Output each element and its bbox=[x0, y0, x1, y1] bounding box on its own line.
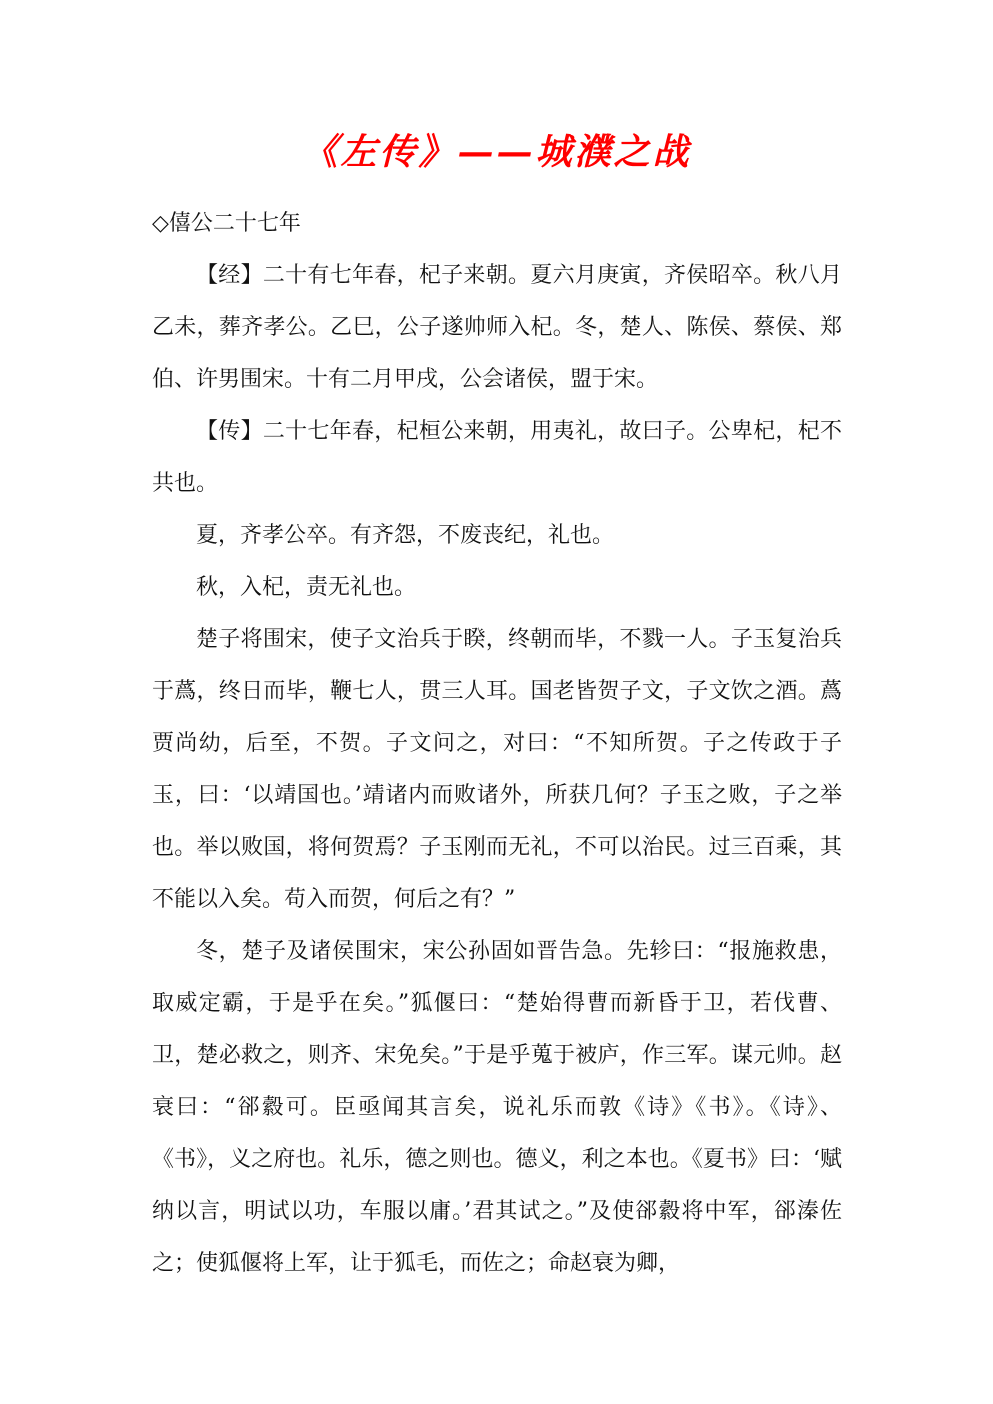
section-heading: ◇僖公二十七年 bbox=[152, 211, 301, 236]
document-title: 《左传》——城濮之战 bbox=[301, 131, 692, 173]
paragraph-autumn: 秋，入杞，责无礼也。 bbox=[196, 575, 417, 600]
document-body bbox=[152, 198, 842, 1290]
paragraph-jing: 【经】二十有七年春，杞子来朝。夏六月庚寅，齐侯昭卒。秋八月乙未，葬齐孝公。乙巳，公子遂帅师入杞。冬，楚人、陈侯、蔡侯、郑伯、许男围宋。十有二月甲戌，公会诸侯，盟于宋。 bbox=[152, 263, 842, 392]
paragraph-zhuan: 【传】二十七年春，杞桓公来朝，用夷礼，故曰子。公卑杞，杞不共也。 bbox=[152, 419, 842, 496]
paragraph-chu-siege-prep: 楚子将围宋，使子文治兵于睽，终朝而毕，不戮一人。子玉复治兵于蔿，终日而毕，鞭七人，贯三人耳。国老皆贺子文，子文饮之酒。蔿贾尚幼，后至，不贺。子文问之，对曰：“不知所贺。子之传政于子玉，曰：‘以靖国也。’靖诸内而败诸外，所获几何？子玉之败，子之举也。举以败国，将何贺焉？子玉刚而无礼，不可以治民。过三百乘，其不能以入矣。苟入而贺，何后之有？” bbox=[152, 627, 842, 912]
paragraph-winter: 冬，楚子及诸侯围宋，宋公孙固如晋告急。先轸曰：“报施救患，取威定霸，于是乎在矣。”狐偃曰：“楚始得曹而新昏于卫，若伐曹、卫，楚必救之，则齐、宋免矣。”于是乎蒐于被庐，作三军。谋元帅。赵衰曰：“郤縠可。臣亟闻其言矣，说礼乐而敦《诗》《书》。《诗》、《书》，义之府也。礼乐，德之则也。德义，利之本也。《夏书》曰：‘赋纳以言，明试以功，车服以庸。’君其试之。”及使郤縠将中军，郤溱佐之；使狐偃将上军，让于狐毛，而佐之；命赵衰为卿， bbox=[152, 939, 842, 1276]
paragraph-summer: 夏，齐孝公卒。有齐怨，不废丧纪，礼也。 bbox=[196, 523, 615, 548]
